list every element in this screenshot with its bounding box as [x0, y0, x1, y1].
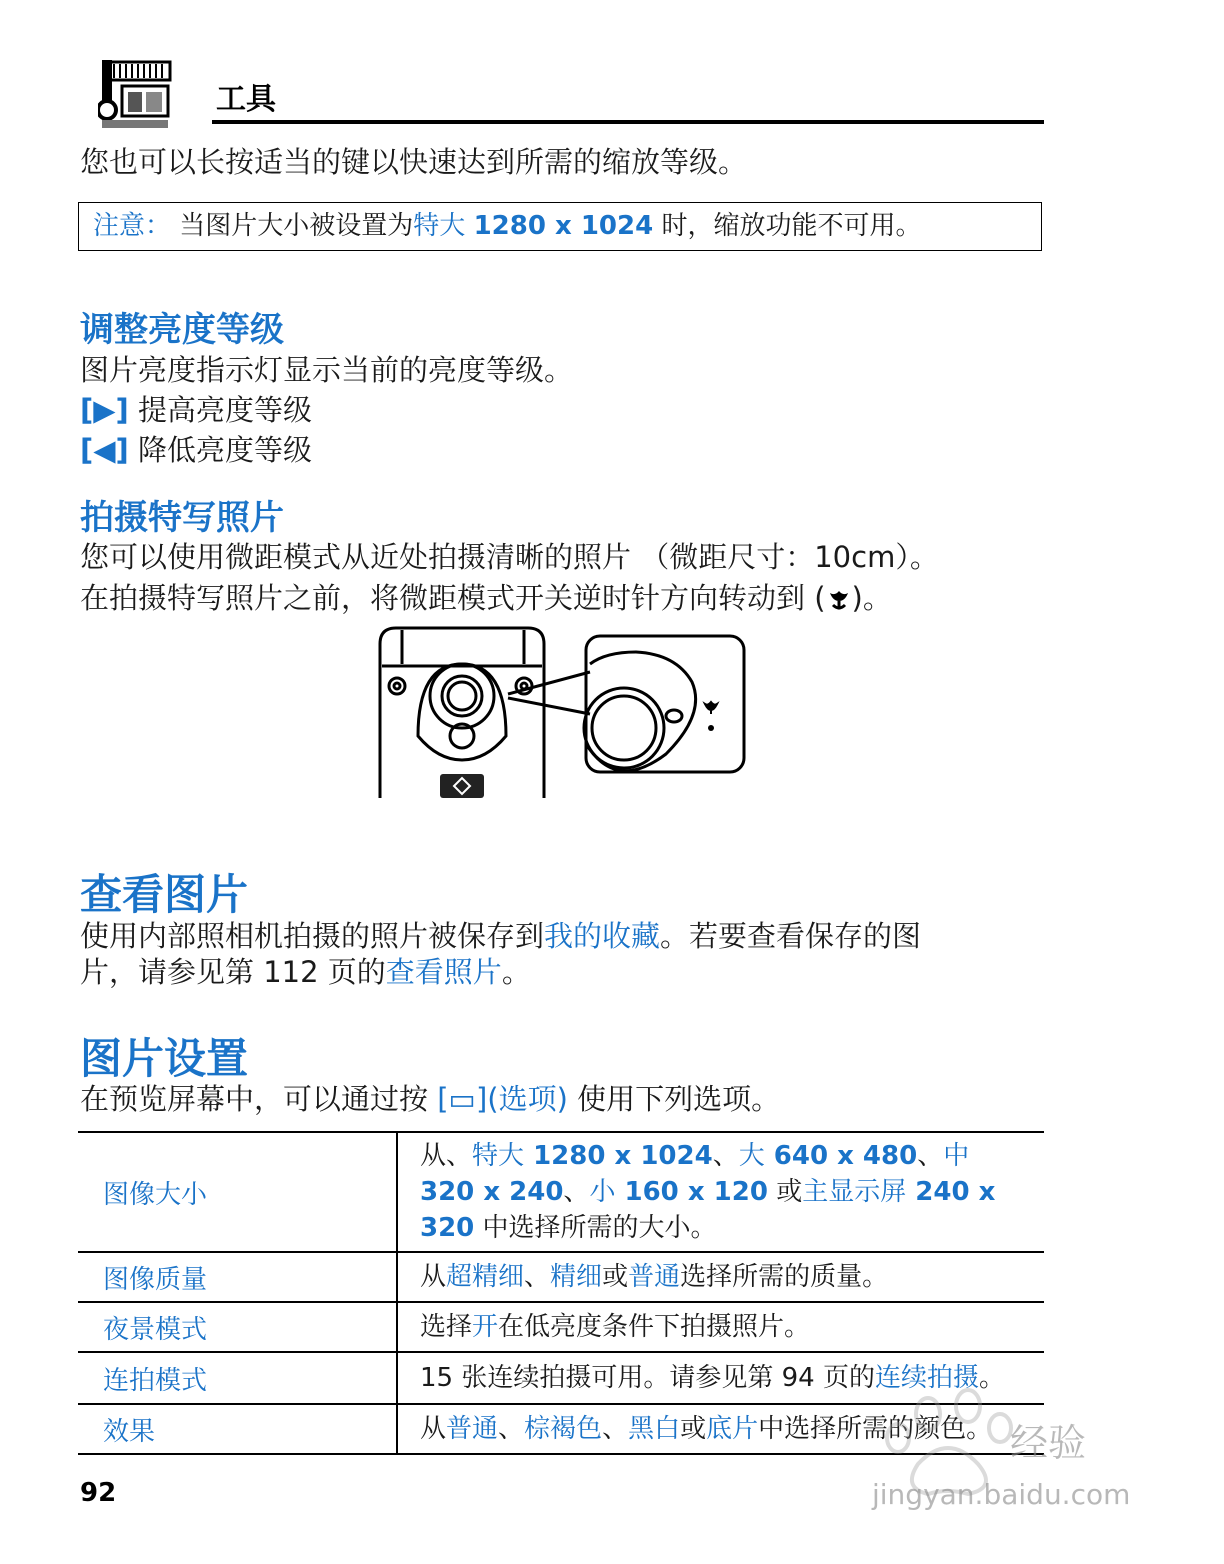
- option-value: 640 x 480: [764, 1141, 918, 1171]
- description-text: 选择所需的质量。: [680, 1262, 889, 1292]
- note-highlight-a: 特大: [413, 211, 466, 241]
- closeup-line1: 您可以使用微距模式从近处拍摄清晰的照片 （微距尺寸：10cm）。: [80, 540, 939, 574]
- option-value: 大: [738, 1141, 765, 1171]
- page-number: 92: [80, 1478, 117, 1508]
- description-text: 。: [978, 1363, 1005, 1393]
- table-row: [78, 1132, 1044, 1252]
- picture-settings-heading: 图片设置: [80, 1034, 249, 1083]
- option-value: 精细: [550, 1262, 603, 1292]
- phone-macro-switch-illustration: [376, 624, 748, 798]
- option-value: 中: [943, 1141, 970, 1171]
- macro-flower-icon: [826, 587, 852, 611]
- view-pictures-line1-b: 。若要查看保存的图: [660, 919, 922, 953]
- note-box: [78, 202, 1042, 251]
- setting-name: 图像质量: [78, 1252, 397, 1302]
- brightness-up-item: [80, 390, 312, 430]
- note-highlight-b: 1280 x 1024: [473, 211, 654, 241]
- left-key-icon: [◀]: [80, 433, 129, 467]
- option-value: 棕褐色: [524, 1414, 603, 1444]
- note-text-a: 当图片大小被设置为: [179, 211, 414, 241]
- option-value: 1280 x 1024: [524, 1141, 713, 1171]
- view-pictures-heading: 查看图片: [80, 870, 249, 919]
- description-text: 从: [420, 1262, 447, 1292]
- chapter-title: 工具: [216, 82, 276, 117]
- option-value: 小: [589, 1177, 616, 1207]
- watermark-text: 经验: [1010, 1421, 1087, 1465]
- option-value: 160 x 120: [615, 1177, 768, 1207]
- brightness-heading: 调整亮度等级: [80, 310, 284, 350]
- tools-icon: [98, 58, 172, 130]
- description-text: 15 张连续拍摄可用。请参见第 94 页的: [420, 1363, 875, 1393]
- description-text: 选择: [420, 1312, 473, 1342]
- description-text: 、: [712, 1141, 739, 1171]
- note-label: 注意：: [93, 211, 172, 241]
- option-value: 320 x 240: [420, 1177, 564, 1207]
- description-text: 或: [767, 1177, 803, 1207]
- setting-name: 图像大小: [78, 1132, 397, 1252]
- closeup-heading: 拍摄特写照片: [80, 498, 284, 538]
- brightness-down-label: 降低亮度等级: [138, 433, 313, 467]
- intro-text-b: 使用下列选项。: [567, 1082, 781, 1116]
- header-rule: [212, 120, 1044, 124]
- brightness-description: 图片亮度指示灯显示当前的亮度等级。: [80, 353, 574, 387]
- description-text: 中选择所需的大小。: [474, 1213, 717, 1243]
- setting-description: [397, 1302, 1044, 1352]
- description-text: 、: [917, 1141, 944, 1171]
- options-close: ): [556, 1082, 568, 1116]
- option-value: 底片: [706, 1414, 759, 1444]
- setting-description: [397, 1132, 1044, 1252]
- view-pictures-line2-b: 。: [501, 955, 531, 989]
- setting-name: 夜景模式: [78, 1302, 397, 1352]
- description-text: 、: [524, 1262, 551, 1292]
- picture-settings-intro: [80, 1079, 780, 1119]
- brightness-down-item: [80, 430, 312, 470]
- option-value: 开: [472, 1312, 499, 1342]
- view-pictures-line1-a: 使用内部照相机拍摄的照片被保存到: [80, 919, 545, 953]
- view-pictures-line1: [80, 916, 921, 956]
- description-text: 从、: [420, 1141, 473, 1171]
- description-text: 或: [602, 1262, 629, 1292]
- option-value: 普通: [446, 1414, 499, 1444]
- description-text: 从: [420, 1414, 447, 1444]
- description-text: 中选择所需的颜色。: [758, 1414, 993, 1444]
- intro-text-a: 在预览屏幕中，可以通过按: [80, 1082, 438, 1116]
- closeup-line2-a: 在拍摄特写照片之前，将微距模式开关逆时针方向转动到 (: [80, 581, 826, 615]
- options-label: 选项: [498, 1082, 557, 1116]
- description-text: 、: [498, 1414, 525, 1444]
- setting-name: 效果: [78, 1404, 397, 1454]
- description-text: 或: [680, 1414, 707, 1444]
- closeup-line2: [80, 578, 892, 618]
- description-text: 在低亮度条件下拍摄照片。: [498, 1312, 811, 1342]
- option-value: 黑白: [628, 1414, 681, 1444]
- table-row: [78, 1252, 1044, 1302]
- zoom-text: 您也可以长按适当的键以快速达到所需的缩放等级。: [80, 145, 748, 179]
- setting-name: 连拍模式: [78, 1352, 397, 1404]
- my-collection-link[interactable]: 我的收藏: [544, 919, 661, 953]
- setting-description: [397, 1252, 1044, 1302]
- options-softkey-icon: [▭](: [437, 1082, 499, 1116]
- description-text: 、: [602, 1414, 629, 1444]
- right-key-icon: [▶]: [80, 393, 129, 427]
- closeup-line2-b: )。: [851, 581, 892, 615]
- option-value: 主显示屏: [802, 1177, 907, 1207]
- option-value: 超精细: [446, 1262, 525, 1292]
- option-value: 连续拍摄: [874, 1363, 979, 1393]
- option-value: 240 x 320: [420, 1177, 996, 1243]
- option-value: 特大: [472, 1141, 525, 1171]
- note-text-b: 时，缩放功能不可用。: [661, 211, 922, 241]
- option-value: 普通: [628, 1262, 681, 1292]
- watermark-url: jingyan.baidu.com: [872, 1478, 1131, 1511]
- brightness-up-label: 提高亮度等级: [138, 393, 313, 427]
- description-text: 、: [563, 1177, 590, 1207]
- table-row: [78, 1302, 1044, 1352]
- view-photos-link[interactable]: 查看照片: [385, 955, 502, 989]
- view-pictures-line2-a: 片，请参见第 112 页的: [80, 955, 386, 989]
- view-pictures-line2: [80, 952, 531, 992]
